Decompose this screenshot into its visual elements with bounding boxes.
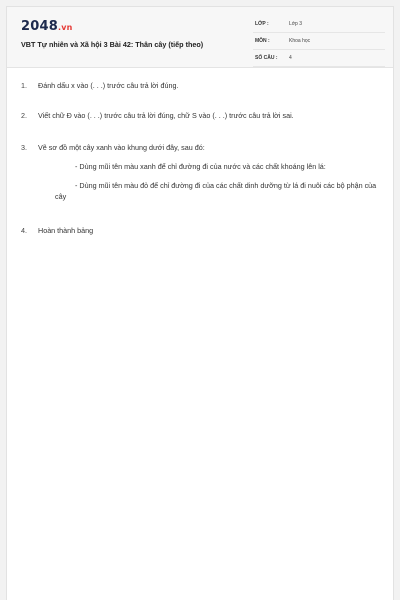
- meta-row-subject: [253, 34, 385, 50]
- question-1: [21, 80, 379, 91]
- question-number: 4.: [21, 226, 27, 235]
- meta-label-question-count: SỐ CÂU :: [255, 55, 278, 61]
- worksheet-page: [6, 6, 394, 600]
- site-logo[interactable]: [21, 19, 73, 34]
- question-3-sub-2: - Dùng mũi tên màu đỏ để chỉ đường đi của các chất dinh dưỡng từ lá đi nuôi các bộ phận của cây: [55, 181, 377, 201]
- logo-suffix: .vn: [57, 23, 73, 32]
- question-4: [21, 225, 379, 236]
- question-3: [21, 142, 379, 202]
- meta-label-subject: MÔN :: [255, 38, 270, 44]
- question-text: Hoàn thành bảng: [38, 226, 94, 235]
- question-3-sub-1: - Dùng mũi tên màu xanh để chỉ đường đi của nước và các chất khoáng lên lá:: [75, 162, 326, 171]
- worksheet-header: [7, 7, 393, 68]
- question-number: 3.: [21, 143, 27, 152]
- question-text: Vẽ sơ đồ một cây xanh vào khung dưới đây, sau đó:: [38, 143, 205, 152]
- meta-label-grade: LỚP :: [255, 21, 269, 27]
- meta-value-grade: Lớp 3: [289, 21, 303, 27]
- meta-value-question-count: 4: [289, 55, 292, 61]
- logo-text: 2048: [21, 19, 58, 34]
- meta-value-subject: Khoa học: [289, 38, 311, 44]
- question-2: [21, 110, 379, 121]
- question-number: 1.: [21, 81, 27, 90]
- meta-row-question-count: [253, 51, 385, 67]
- question-text: Viết chữ Đ vào (. . .) trước câu trả lời đúng, chữ S vào (. . .) trước câu trả lời sai.: [38, 111, 294, 120]
- document-title: VBT Tự nhiên và Xã hội 3 Bài 42: Thân cây (tiếp theo): [21, 40, 204, 49]
- questions-list: [21, 80, 379, 236]
- meta-info: [253, 17, 385, 68]
- meta-row-grade: [253, 17, 385, 33]
- question-number: 2.: [21, 111, 27, 120]
- question-text: Đánh dấu x vào (. . .) trước câu trả lời đúng.: [38, 81, 179, 90]
